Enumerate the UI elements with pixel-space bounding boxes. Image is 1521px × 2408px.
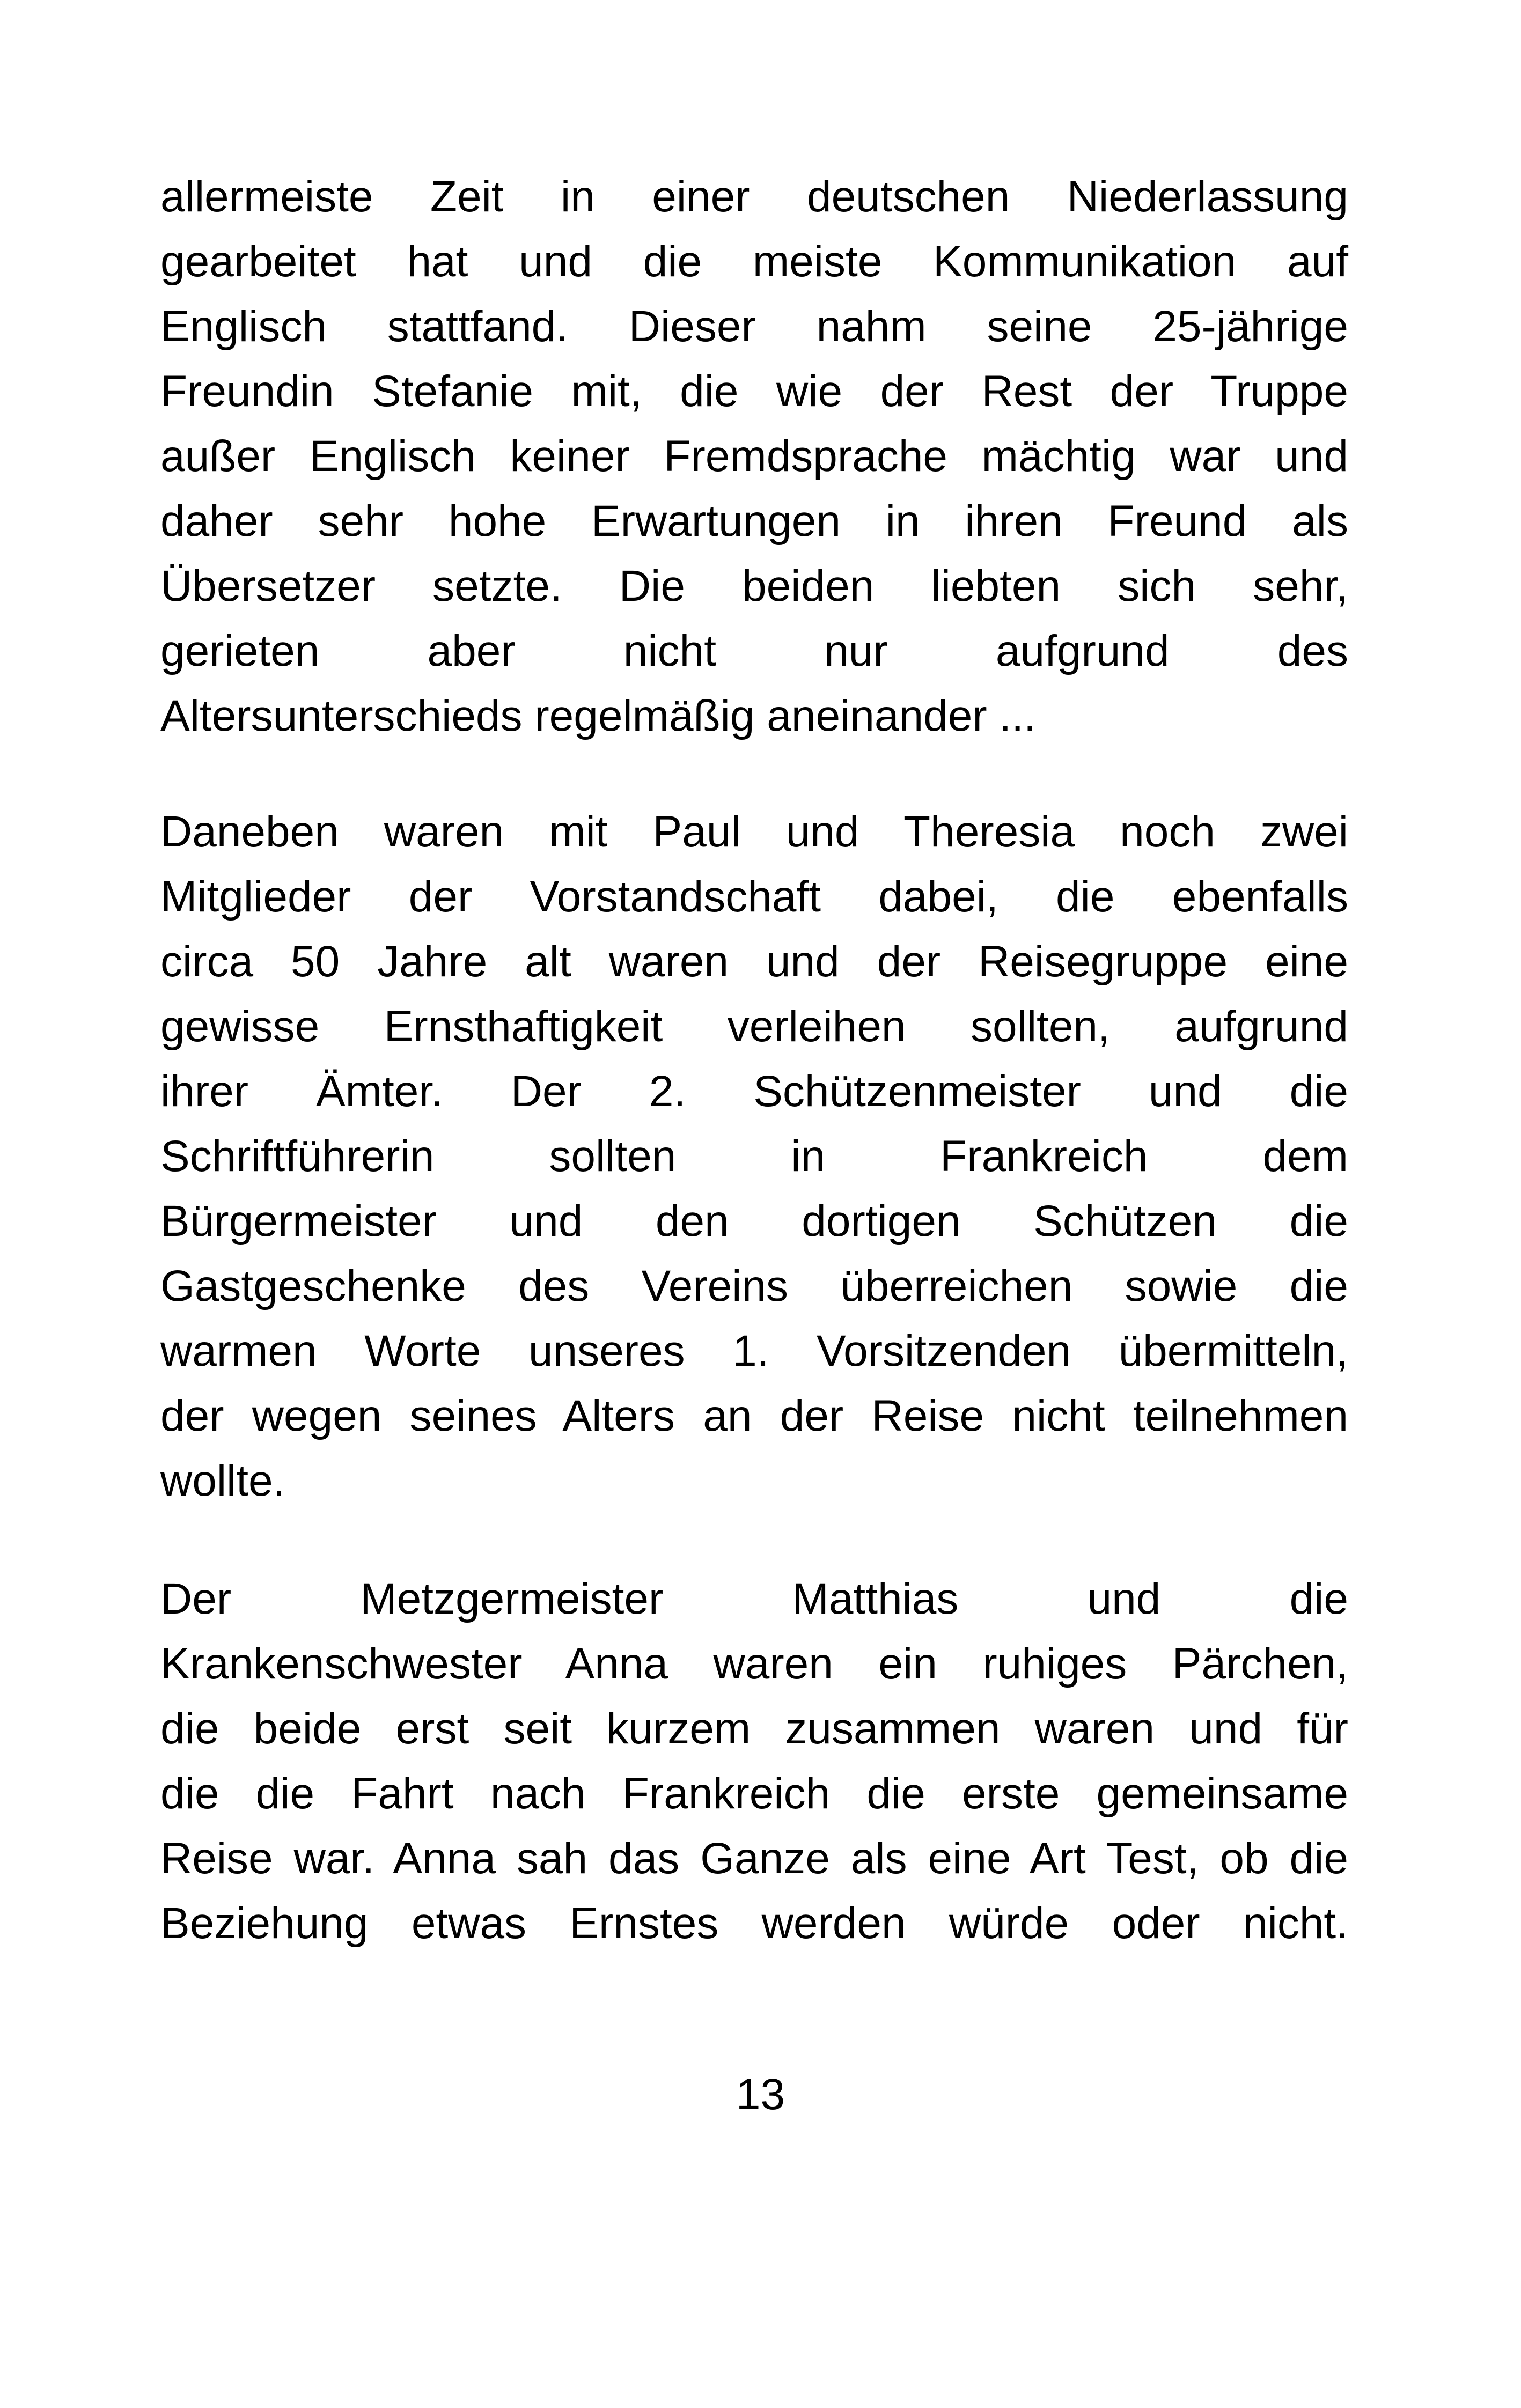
paragraph-line: Englisch stattfand. Dieser nahm seine 25-jährige xyxy=(160,302,1348,351)
paragraph-line: gearbeitet hat und die meiste Kommunikation auf xyxy=(160,237,1348,286)
paragraph-line: Freundin Stefanie mit, die wie der Rest der Truppe xyxy=(160,367,1348,416)
paragraph-line: Reise war. Anna sah das Ganze als eine Art Test, ob die xyxy=(160,1834,1348,1883)
paragraph-line: der wegen seines Alters an der Reise nicht teilnehmen xyxy=(160,1391,1348,1440)
paragraph-2 xyxy=(160,799,1348,1513)
paragraph-line: die die Fahrt nach Frankreich die erste gemeinsame xyxy=(160,1769,1348,1818)
page-number: 13 xyxy=(736,2070,785,2119)
paragraph-line: Daneben waren mit Paul und Theresia noch zwei xyxy=(160,807,1348,856)
paragraph-line: ihrer Ämter. Der 2. Schützenmeister und die xyxy=(160,1067,1348,1116)
paragraph-line: Altersunterschieds regelmäßig aneinander ... xyxy=(160,691,1036,740)
paragraph-line: gerieten aber nicht nur aufgrund des xyxy=(160,627,1348,675)
paragraph-line: Übersetzer setzte. Die beiden liebten sich sehr, xyxy=(160,562,1348,610)
paragraph-line: Beziehung etwas Ernstes werden würde oder nicht. xyxy=(160,1899,1348,1948)
paragraph-line: Gastgeschenke des Vereins überreichen sowie die xyxy=(160,1262,1348,1310)
paragraph-line: außer Englisch keiner Fremdsprache mächtig war und xyxy=(160,432,1348,481)
paragraph-3 xyxy=(160,1566,1348,1956)
paragraph-line: wollte. xyxy=(160,1456,285,1505)
paragraph-line: warmen Worte unseres 1. Vorsitzenden übermitteln, xyxy=(160,1327,1348,1375)
paragraph-line: gewisse Ernsthaftigkeit verleihen sollten, aufgrund xyxy=(160,1002,1348,1051)
paragraph-line: allermeiste Zeit in einer deutschen Niederlassung xyxy=(160,172,1348,221)
paragraph-line: daher sehr hohe Erwartungen in ihren Freund als xyxy=(160,497,1348,546)
paragraph-line: circa 50 Jahre alt waren und der Reisegruppe eine xyxy=(160,937,1348,986)
paragraph-line: Krankenschwester Anna waren ein ruhiges Pärchen, xyxy=(160,1639,1348,1688)
paragraph-line: Mitglieder der Vorstandschaft dabei, die ebenfalls xyxy=(160,872,1348,921)
paragraph-line: Bürgermeister und den dortigen Schützen die xyxy=(160,1197,1348,1246)
paragraph-1 xyxy=(160,164,1348,748)
paragraph-line: die beide erst seit kurzem zusammen waren und für xyxy=(160,1704,1348,1753)
paragraph-line: Schriftführerin sollten in Frankreich dem xyxy=(160,1132,1348,1181)
paragraph-line: Der Metzgermeister Matthias und die xyxy=(160,1574,1348,1623)
